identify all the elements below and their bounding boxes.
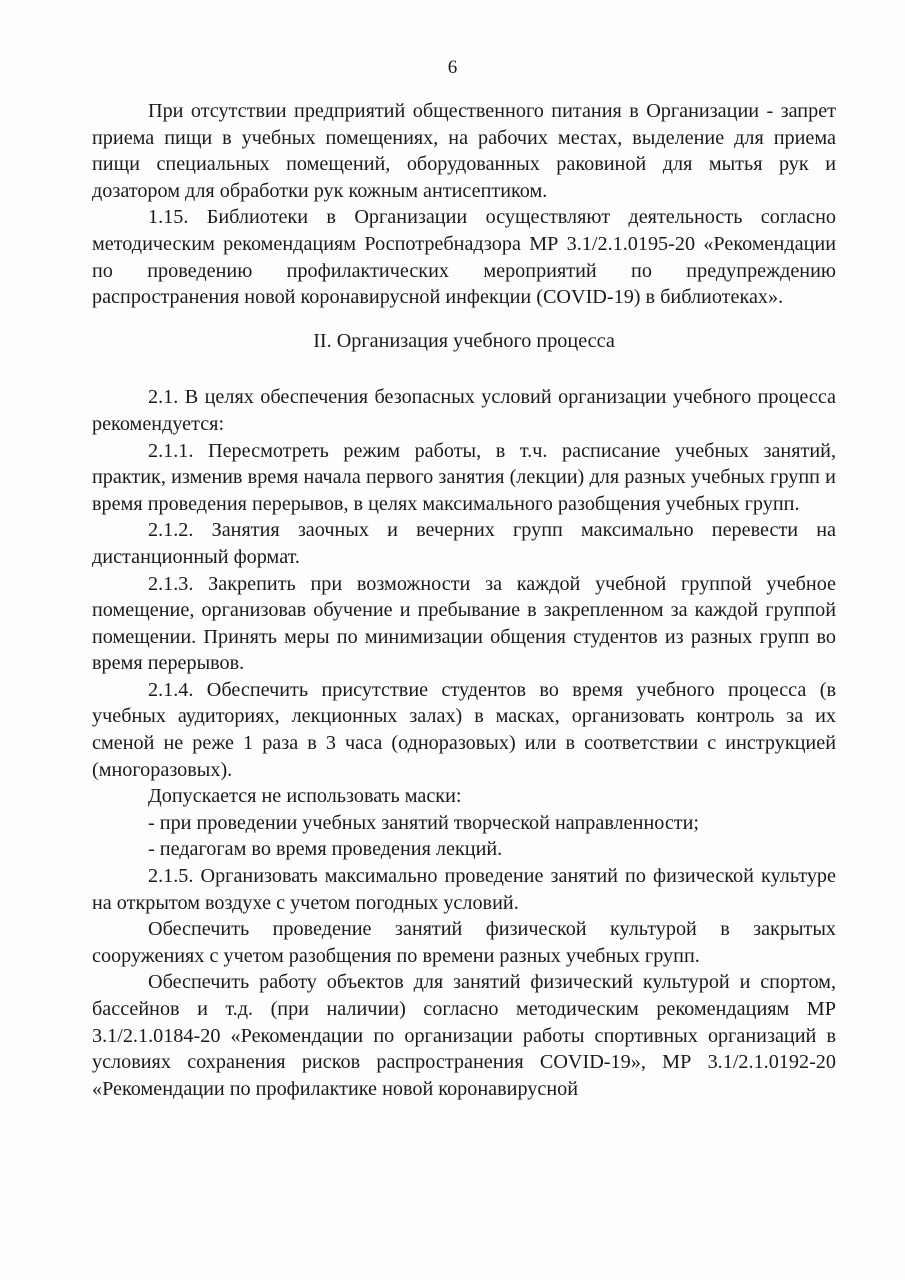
list-item-teachers: - педагогам во время проведения лекций. <box>148 838 503 861</box>
paragraph-2-1-5: 2.1.5. Организовать максимально проведение занятий по физической культуре на открытом воздухе с учетом погодных условий. <box>92 865 836 914</box>
paragraph-indoor-sports: Обеспечить проведение занятий физической культурой в закрытых сооружениях с учетом разобщения по времени разных учебных групп. <box>92 918 836 967</box>
section-heading: II. Организация учебного процесса <box>313 329 615 352</box>
list-item-creative: - при проведении учебных занятий творческой направленности; <box>148 811 700 834</box>
page-number: 6 <box>447 57 458 78</box>
paragraph-masks-exception: Допускается не использовать маски: <box>148 785 462 808</box>
paragraph-2-1-1: 2.1.1. Пересмотреть режим работы, в т.ч. расписание учебных занятий, практик, изменив время начала первого занятия (лекции) для разных учебных групп и время проведения перерывов, в целях максимального разобщения учебных групп. <box>92 439 836 515</box>
paragraph-2-1-2: 2.1.2. Занятия заочных и вечерних групп максимально перевести на дистанционный формат. <box>92 519 836 568</box>
paragraph-2-1: 2.1. В целях обеспечения безопасных условий организации учебного процесса рекомендуется: <box>92 386 836 435</box>
paragraph-food-premises: При отсутствии предприятий общественного питания в Организации - запрет приема пищи в учебных помещениях, на рабочих местах, выделение для приема пищи специальных помещений, оборудованных раковиной для мытья рук и дозатором для обработки рук кожным антисептиком. <box>92 100 836 202</box>
paragraph-libraries: 1.15. Библиотеки в Организации осуществляют деятельность согласно методическим рекомендациям Роспотребнадзора МР 3.1/2.1.0195-20 «Рекомендации по проведению профилактических мероприятий по предупреждению распространения новой коронавирусной инфекции (COVID-19) в библиотеках». <box>92 206 836 309</box>
paragraph-sports-facilities: Обеспечить работу объектов для занятий физический культурой и спортом, бассейнов и т.д. (при наличии) согласно методическим рекомендациям МР 3.1/2.1.0184-20 «Рекомендации по организации работы спортивных организаций в условиях сохранения рисков распространения COVID-19», МР 3.1/2.1.0192-20 «Рекомендации по профилактике новой коронавирусной <box>92 971 836 1100</box>
paragraph-2-1-3: 2.1.3. Закрепить при возможности за каждой учебной группой учебное помещение, организовав обучение и пребывание в закрепленном за каждой группой помещении. Принять меры по минимизации общения студентов из разных групп во время перерывов. <box>92 572 836 675</box>
document-body <box>92 98 836 1102</box>
paragraph-2-1-4: 2.1.4. Обеспечить присутствие студентов во время учебного процесса (в учебных аудиториях, лекционных залах) в масках, организовать контроль за их сменой не реже 1 раза в 3 часа (одноразовых) или в соответствии с инструкцией (многоразовых). <box>92 678 836 781</box>
